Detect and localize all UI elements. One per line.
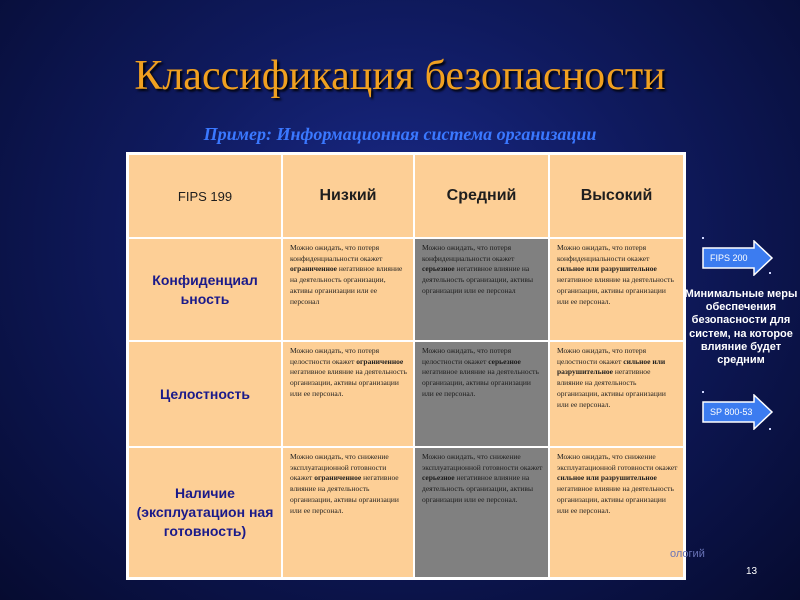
- cell-availability-low: Можно ожидать, что снижение эксплуатационной готовности окажет ограниченное негативное влияние на деятельность организации, активы организации или ее персонал.: [282, 447, 414, 578]
- decor-dot: [702, 391, 704, 393]
- row-label-integrity: Целостность: [128, 341, 282, 447]
- slide-title: Классификация безопасности: [134, 53, 666, 99]
- cell-confidentiality-high: Можно ожидать, что потеря конфиденциальности окажет сильное или разрушительное негативное влияние на деятельность организации, активы организации или ее персонал.: [549, 238, 684, 341]
- sp-800-53-label: SP 800-53: [710, 407, 753, 417]
- side-note: Минимальные меры обеспечения безопасности для систем, на которое влияние будет средним: [684, 288, 798, 367]
- cell-availability-medium: Можно ожидать, что снижение эксплуатационной готовности окажет серьезное негативное влияние на деятельность организации, активы организации или ее персонал.: [414, 447, 549, 578]
- fips-200-label: FIPS 200: [710, 253, 748, 263]
- footer-text: ологий: [670, 548, 705, 560]
- cell-integrity-low: Можно ожидать, что потеря целостности окажет ограниченное негативное влияние на деятельность организации, активы организации или ее персонал.: [282, 341, 414, 447]
- table-header-row: [128, 154, 684, 238]
- cell-integrity-high: Можно ожидать, что потеря целостности окажет сильное или разрушительное негативное влияние на деятельность организации, активы организации или ее персонал.: [549, 341, 684, 447]
- cell-confidentiality-low: Можно ожидать, что потеря конфиденциальности окажет ограниченное негативное влияние на деятельность организации, активы организации или ее персонал: [282, 238, 414, 341]
- classification-table: [126, 152, 686, 580]
- table-row-integrity: [128, 341, 684, 447]
- header-high: Высокий: [549, 154, 684, 238]
- decor-dot: [769, 272, 771, 274]
- header-low: Низкий: [282, 154, 414, 238]
- cell-availability-high: Можно ожидать, что снижение эксплуатационной готовности окажет сильное или разрушительное негативное влияние на деятельность организации, активы организации или ее персонал.: [549, 447, 684, 578]
- table-row-confidentiality: [128, 238, 684, 341]
- page-number: 13: [746, 566, 758, 577]
- slide-subtitle: Пример: Информационная система организации: [203, 124, 597, 144]
- decor-dot: [702, 237, 704, 239]
- header-fips: FIPS 199: [128, 154, 282, 238]
- header-medium: Средний: [414, 154, 549, 238]
- row-label-confidentiality: Конфиденциал ьность: [128, 238, 282, 341]
- cell-integrity-medium: Можно ожидать, что потеря целостности окажет серьезное негативное влияние на деятельность организации, активы организации или ее персонал.: [414, 341, 549, 447]
- table-row-availability: [128, 447, 684, 578]
- decor-dot: [769, 428, 771, 430]
- row-label-availability: Наличие (эксплуатацион ная готовность): [128, 447, 282, 578]
- cell-confidentiality-medium: Можно ожидать, что потеря конфиденциальности окажет серьезное негативное влияние на деятельность организации, активы организации или ее персонал: [414, 238, 549, 341]
